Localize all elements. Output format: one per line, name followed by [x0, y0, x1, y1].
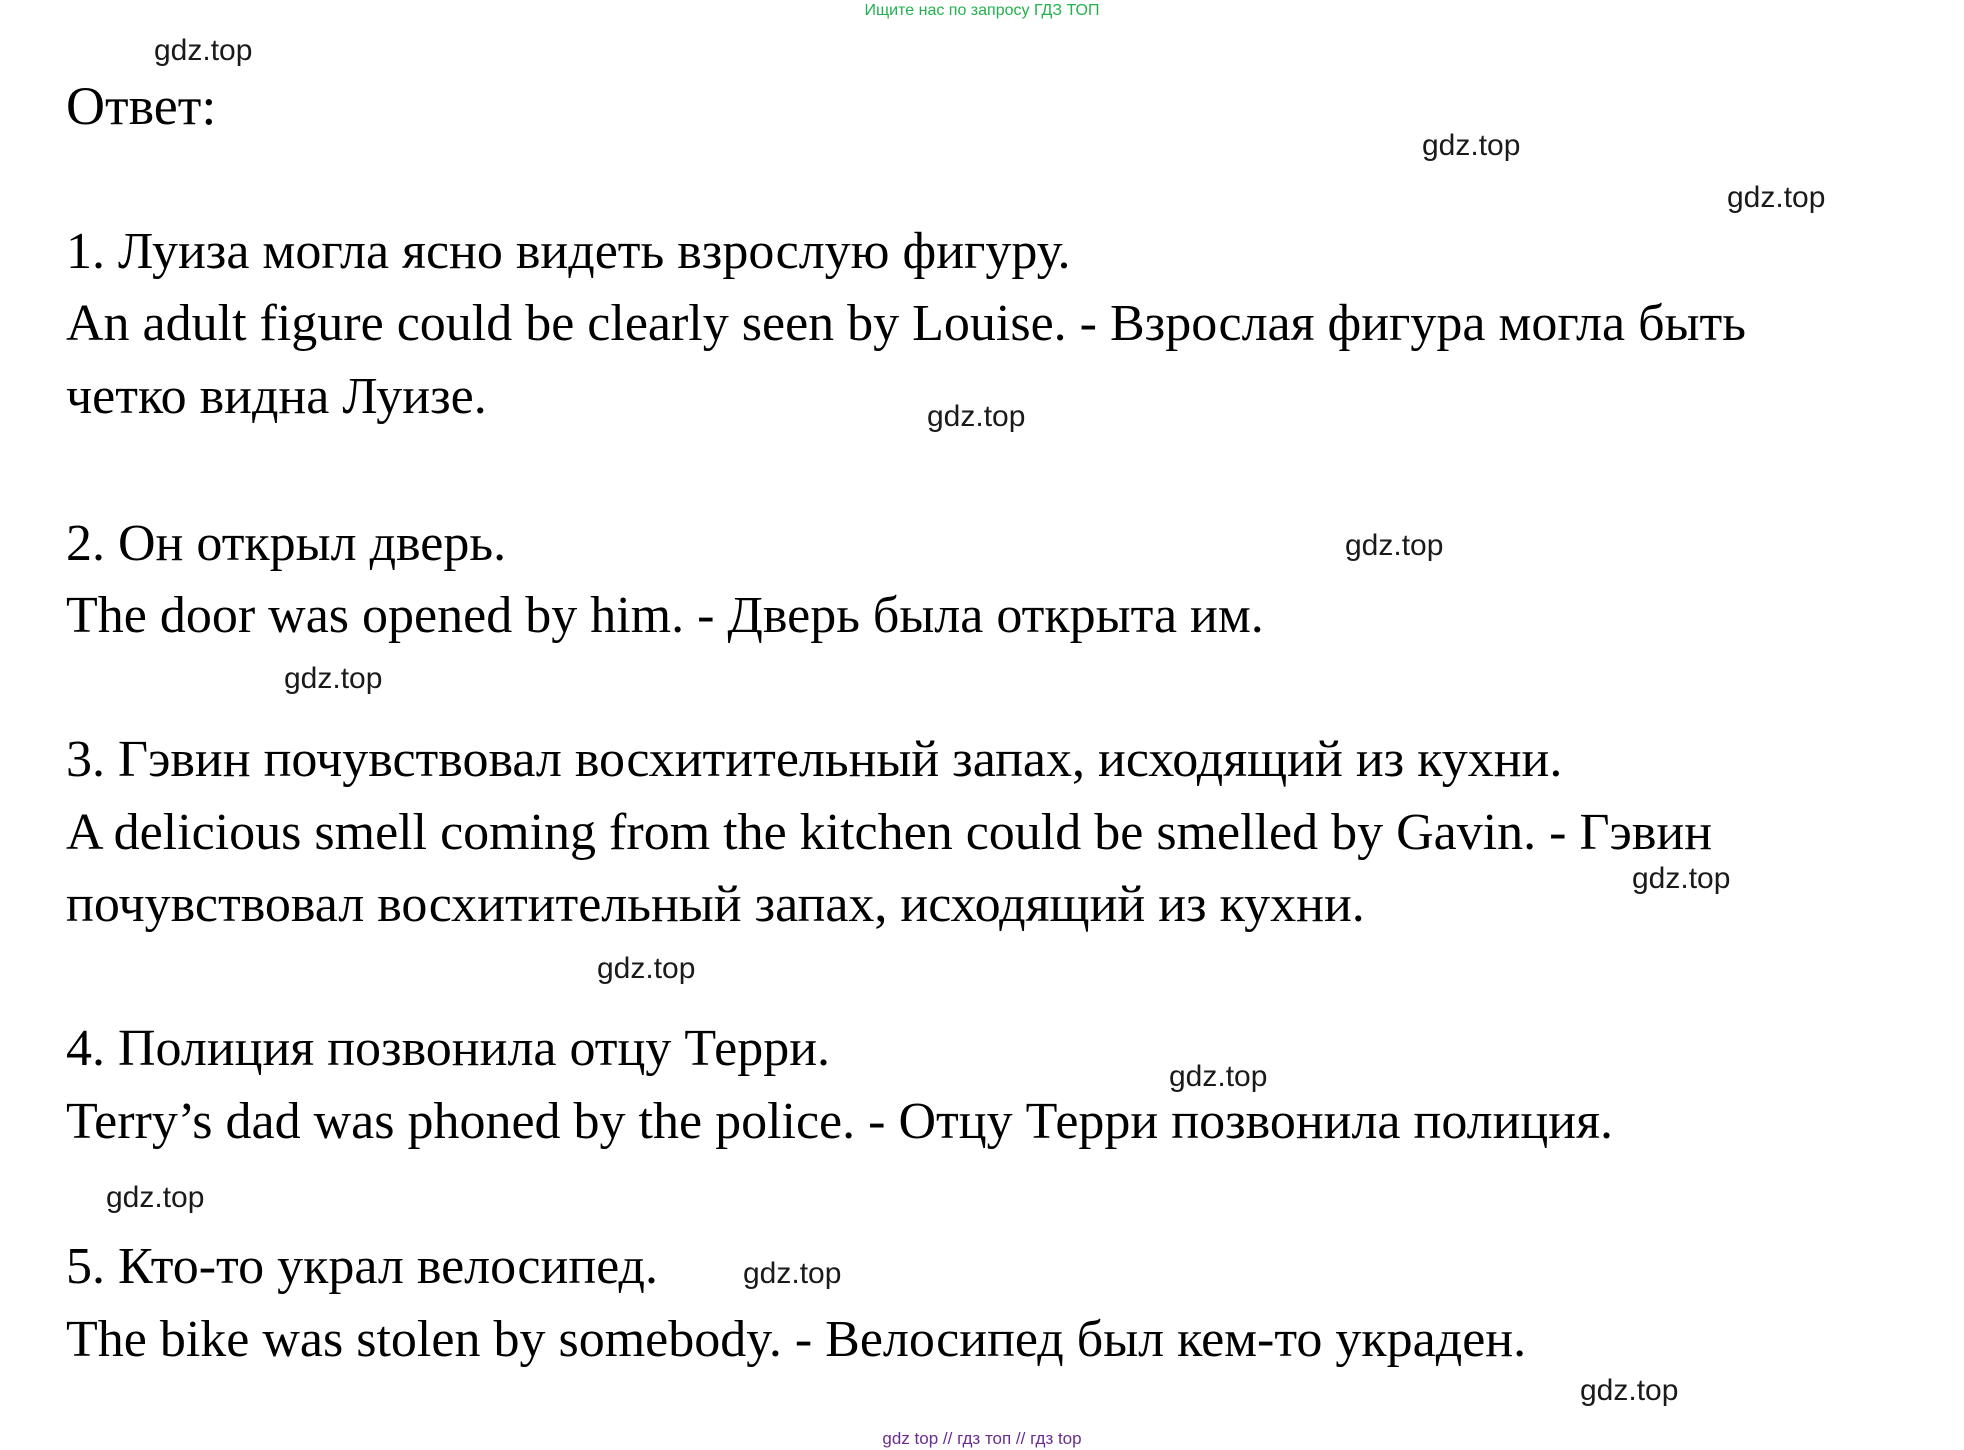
watermark: gdz.top	[743, 1257, 842, 1290]
watermark: gdz.top	[1727, 181, 1826, 214]
item-1-question: 1. Луиза могла ясно видеть взрослую фигуру.	[66, 223, 1071, 280]
item-5-answer-line-1: The bike was stolen by somebody. - Велосипед был кем-то украден.	[66, 1311, 1527, 1368]
item-2-question: 2. Он открыл дверь.	[66, 515, 507, 572]
item-1-answer-line-2: четко видна Луизе.	[66, 368, 487, 425]
answer-heading: Ответ:	[66, 76, 217, 136]
watermark: gdz.top	[1632, 862, 1731, 895]
watermark: gdz.top	[927, 400, 1026, 433]
watermark: gdz.top	[1422, 129, 1521, 162]
item-1-answer-line-1: An adult figure could be clearly seen by Louise. - Взрослая фигура могла быть	[66, 295, 1746, 352]
item-3-question: 3. Гэвин почувствовал восхитительный запах, исходящий из кухни.	[66, 731, 1563, 788]
watermark: gdz.top	[1169, 1060, 1268, 1093]
item-2-answer-line-1: The door was opened by him. - Дверь была открыта им.	[66, 587, 1264, 644]
bottom-banner: gdz top // гдз топ // гдз top	[882, 1429, 1082, 1448]
item-4-answer-line-1: Terry’s dad was phoned by the police. - Отцу Терри позвонила полиция.	[66, 1093, 1613, 1150]
watermark: gdz.top	[1345, 529, 1444, 562]
item-4-question: 4. Полиция позвонила отцу Терри.	[66, 1020, 831, 1077]
top-banner: Ищите нас по запросу ГДЗ ТОП	[864, 2, 1100, 19]
watermark: gdz.top	[597, 952, 696, 985]
watermark: gdz.top	[1580, 1374, 1679, 1407]
item-3-answer-line-1: A delicious smell coming from the kitchen could be smelled by Gavin. - Гэвин	[66, 804, 1713, 861]
item-3-answer-line-2: почувствовал восхитительный запах, исходящий из кухни.	[66, 876, 1365, 933]
watermark: gdz.top	[284, 662, 383, 695]
watermark: gdz.top	[154, 34, 253, 67]
watermark: gdz.top	[106, 1181, 205, 1214]
item-5-question: 5. Кто-то украл велосипед.	[66, 1238, 659, 1295]
